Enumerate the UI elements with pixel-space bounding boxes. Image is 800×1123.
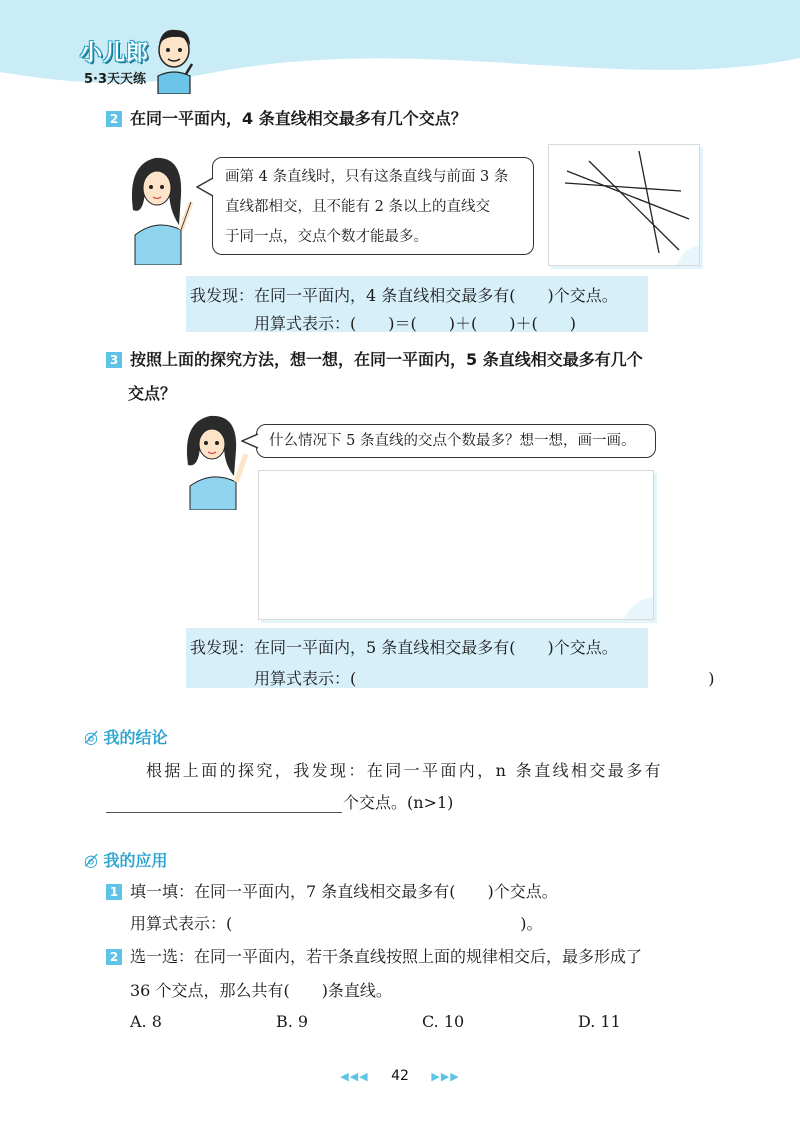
speech-bubble-tail bbox=[241, 432, 259, 450]
right-arrows-icon: ▶▶▶ bbox=[431, 1070, 460, 1083]
hint-speech-bubble: 什么情况下 5 条直线的交点个数最多？想一想，画一画。 bbox=[256, 424, 656, 458]
girl-character-icon bbox=[180, 410, 250, 510]
page-footer bbox=[0, 1068, 800, 1084]
application-q2: 2 选一选：在同一平面内，若干条直线按照上面的规律相交后，最多形成了 bbox=[106, 944, 642, 967]
question-3-title-cont: 交点？ bbox=[128, 384, 177, 403]
q2-formula: 用算式表示：( )＝( )＋( )＋( ) bbox=[254, 314, 576, 333]
drawing-area[interactable] bbox=[258, 470, 654, 620]
application-heading: ◎̸ 我的应用 bbox=[84, 851, 168, 870]
speech-bubble-tail bbox=[196, 176, 214, 198]
question-number-badge: 2 bbox=[106, 111, 122, 127]
conclusion-text-cont: 个交点。(n>1) bbox=[343, 793, 454, 812]
left-arrows-icon: ◀◀◀ bbox=[340, 1070, 369, 1083]
girl-character-icon bbox=[125, 150, 195, 265]
question-number-badge: 1 bbox=[106, 884, 122, 900]
option-a[interactable]: A. 8 bbox=[130, 1012, 162, 1031]
application-q1: 1 填一填：在同一平面内，7 条直线相交最多有( )个交点。 bbox=[106, 879, 558, 902]
section-bullet-icon: ◎̸ bbox=[84, 851, 98, 870]
page-curl-decoration bbox=[259, 471, 653, 619]
page-number: 42 bbox=[391, 1068, 409, 1084]
question-number-badge: 3 bbox=[106, 352, 122, 368]
application-q1-formula: 用算式表示：( )。 bbox=[130, 914, 543, 933]
logo-subtitle: 5·3天天练 bbox=[84, 72, 147, 87]
question-2-title: 2 在同一平面内，4 条直线相交最多有几个交点？ bbox=[106, 106, 467, 129]
application-q2-cont: 36 个交点，那么共有( )条直线。 bbox=[130, 981, 392, 1000]
conclusion-heading: ◎̸ 我的结论 bbox=[84, 728, 168, 747]
question-3-title: 3 按照上面的探究方法，想一想，在同一平面内，5 条直线相交最多有几个 bbox=[106, 347, 643, 370]
hint-speech-bubble: 画第 4 条直线时，只有这条直线与前面 3 条 直线都相交，且不能有 2 条以上的直线交 于同一点，交点个数才能最多。 bbox=[212, 157, 534, 255]
section-bullet-icon: ◎̸ bbox=[84, 728, 98, 747]
q2-finding: 我发现：在同一平面内，4 条直线相交最多有( )个交点。 bbox=[190, 286, 618, 305]
q3-formula: 用算式表示：( ) bbox=[254, 669, 715, 688]
boy-mascot-icon bbox=[150, 24, 198, 94]
q3-finding: 我发现：在同一平面内，5 条直线相交最多有( )个交点。 bbox=[190, 638, 618, 657]
option-b[interactable]: B. 9 bbox=[276, 1012, 309, 1031]
four-lines-diagram bbox=[548, 144, 700, 266]
option-d[interactable]: D. 11 bbox=[578, 1012, 621, 1031]
option-c[interactable]: C. 10 bbox=[422, 1012, 465, 1031]
conclusion-text: 根据上面的探究，我发现：在同一平面内，n 条直线相交最多有 bbox=[146, 761, 663, 780]
conclusion-blank[interactable] bbox=[106, 812, 342, 813]
logo-title: 小儿郎 bbox=[80, 41, 150, 66]
question-number-badge: 2 bbox=[106, 949, 122, 965]
